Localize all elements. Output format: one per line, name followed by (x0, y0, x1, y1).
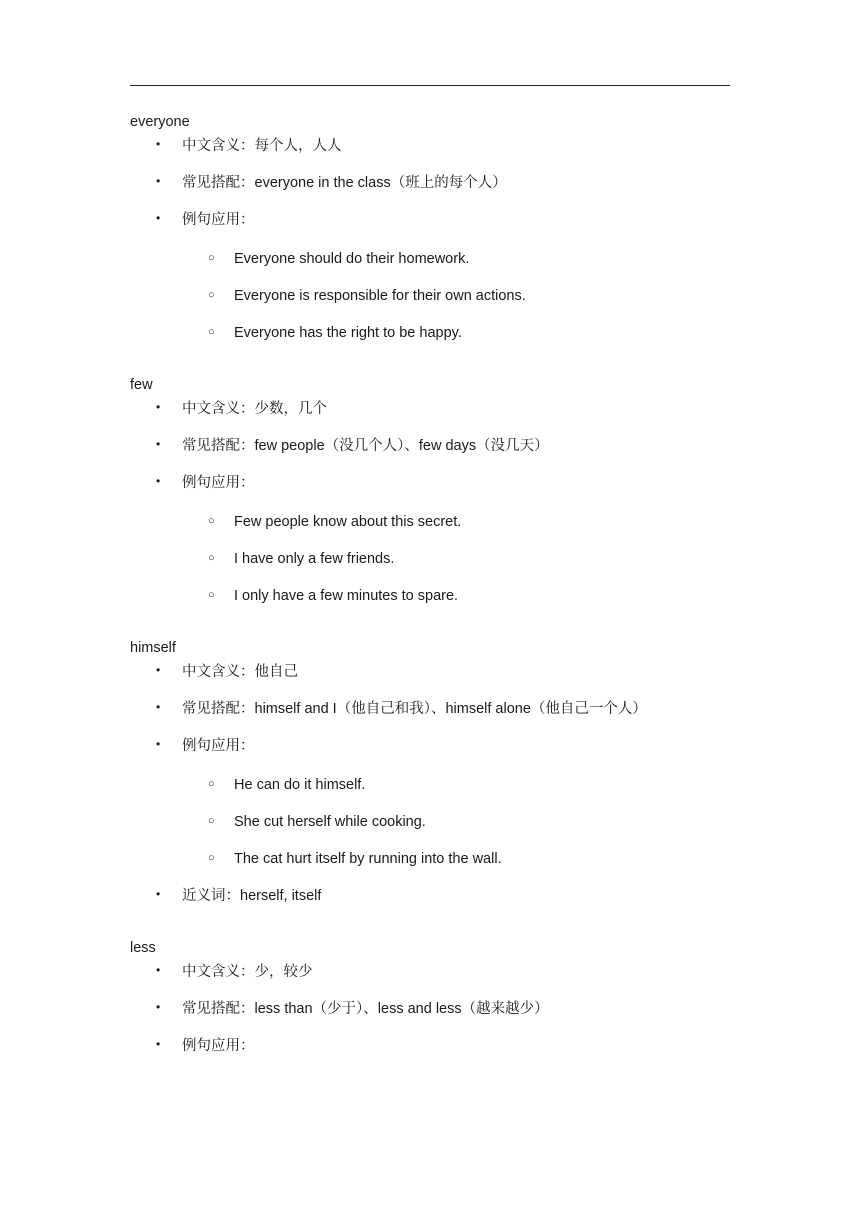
example-sentence-text: The cat hurt itself by running into the wall. (234, 851, 502, 867)
example-sentence-text: Everyone is responsible for their own actions. (234, 288, 526, 304)
bullet-dot-icon: • (156, 1037, 161, 1051)
bullet-dot-icon: • (156, 887, 161, 901)
example-sentence-text: I only have a few minutes to spare. (234, 588, 459, 604)
example-sentence-text: Everyone has the right to be happy. (234, 325, 462, 341)
bullet-circle-icon: ○ (208, 515, 215, 527)
example-sentence (130, 282, 750, 319)
vocab-word: everyone (130, 114, 190, 130)
list-item-text: 中文含义：少数，几个 (182, 401, 327, 417)
header-rule (130, 85, 730, 86)
bullet-circle-icon: ○ (208, 552, 215, 564)
list-item-text: 常见搭配：himself and I（他自己和我）、himself alone（他自己一个人） (182, 701, 647, 717)
list-item-text: 中文含义：少，较少 (182, 964, 313, 980)
list-item (130, 206, 750, 243)
bullet-dot-icon: • (156, 437, 161, 451)
list-item (130, 1032, 750, 1069)
list-item-text: 近义词：herself, itself (182, 888, 322, 904)
vocab-word: himself (130, 640, 176, 656)
list-item-text: 例句应用： (182, 475, 255, 491)
list-item (130, 658, 750, 695)
example-sentence-text: Few people know about this secret. (234, 514, 462, 530)
example-sentence (130, 771, 750, 808)
list-item-text: 常见搭配：everyone in the class（班上的每个人） (182, 175, 507, 191)
example-sentence (130, 508, 750, 545)
list-item (130, 695, 750, 732)
bullet-dot-icon: • (156, 474, 161, 488)
example-sentence (130, 545, 750, 582)
example-sentence-list (130, 243, 750, 356)
vocab-entry (130, 112, 750, 356)
bullet-circle-icon: ○ (208, 852, 215, 864)
vocabulary-list (130, 112, 750, 1088)
example-sentence (130, 319, 750, 356)
example-sentence-text: I have only a few friends. (234, 551, 395, 567)
vocab-entry (130, 638, 750, 919)
bullet-circle-icon: ○ (208, 252, 215, 264)
list-item (130, 882, 750, 919)
bullet-dot-icon: • (156, 137, 161, 151)
bullet-dot-icon: • (156, 737, 161, 751)
example-sentence-text: He can do it himself. (234, 777, 366, 793)
list-item (130, 132, 750, 169)
list-item-text: 中文含义：每个人，人人 (182, 138, 342, 154)
example-sentence-list (130, 769, 750, 882)
list-item (130, 432, 750, 469)
vocab-word: few (130, 377, 153, 393)
vocab-word: less (130, 940, 156, 956)
example-sentence-text: Everyone should do their homework. (234, 251, 470, 267)
example-sentence (130, 845, 750, 882)
list-item (130, 732, 750, 769)
vocab-entry (130, 375, 750, 619)
bullet-dot-icon: • (156, 1000, 161, 1014)
vocab-entry (130, 938, 750, 1069)
list-item-text: 例句应用： (182, 738, 255, 754)
example-sentence (130, 582, 750, 619)
bullet-dot-icon: • (156, 700, 161, 714)
list-item-text: 常见搭配：few people（没几个人）、few days（没几天） (182, 438, 549, 454)
list-item-text: 例句应用： (182, 1038, 255, 1054)
list-item (130, 995, 750, 1032)
bullet-circle-icon: ○ (208, 589, 215, 601)
list-item-text: 例句应用： (182, 212, 255, 228)
example-sentence-list (130, 506, 750, 619)
bullet-dot-icon: • (156, 963, 161, 977)
bullet-dot-icon: • (156, 400, 161, 414)
bullet-dot-icon: • (156, 211, 161, 225)
bullet-circle-icon: ○ (208, 778, 215, 790)
list-item-text: 常见搭配：less than（少于）、less and less（越来越少） (182, 1001, 549, 1017)
bullet-circle-icon: ○ (208, 326, 215, 338)
list-item (130, 395, 750, 432)
list-item (130, 469, 750, 506)
list-item (130, 958, 750, 995)
bullet-circle-icon: ○ (208, 289, 215, 301)
example-sentence (130, 245, 750, 282)
list-item-text: 中文含义：他自己 (182, 664, 298, 680)
bullet-dot-icon: • (156, 663, 161, 677)
example-sentence-text: She cut herself while cooking. (234, 814, 426, 830)
example-sentence (130, 808, 750, 845)
bullet-dot-icon: • (156, 174, 161, 188)
bullet-circle-icon: ○ (208, 815, 215, 827)
list-item (130, 169, 750, 206)
